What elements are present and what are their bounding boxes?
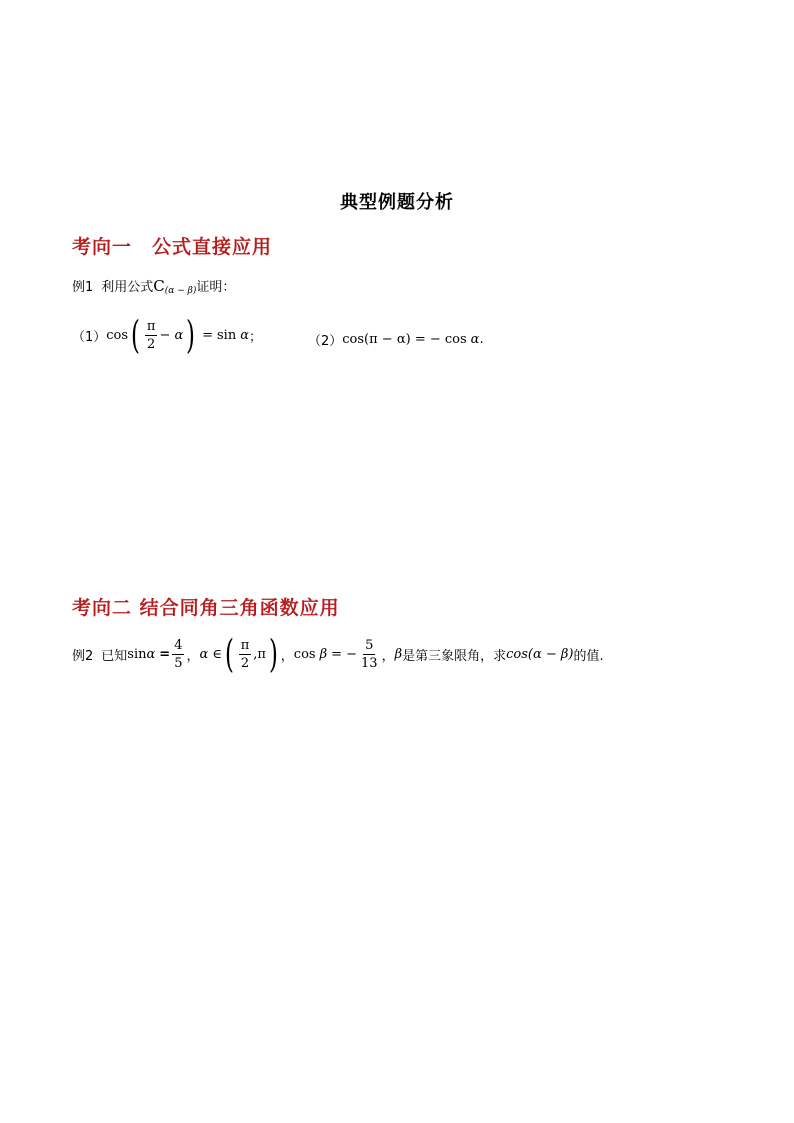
fraction-pi-2 (239, 638, 252, 671)
fraction-denominator: 5 (174, 655, 183, 671)
equals-sign: = (159, 646, 171, 662)
left-paren: ( (224, 632, 234, 676)
intro-text: 利用公式 (101, 280, 154, 295)
fraction (145, 319, 158, 352)
example1-part2 (308, 330, 484, 349)
section-heading-1: 考向一 公式直接应用 (72, 236, 273, 258)
cos-text: cos (106, 327, 129, 343)
minus-alpha: − α (159, 327, 184, 343)
fraction-numerator: π (240, 637, 250, 653)
page-title: 典型例题分析 (340, 192, 454, 213)
sin-text: sin (127, 646, 147, 662)
fraction-denominator: 2 (240, 655, 250, 671)
part-end: . (479, 332, 484, 347)
pi-tail: ,π (253, 646, 266, 662)
left-paren: ( (131, 313, 140, 357)
example-label: 例2 (72, 648, 94, 664)
fraction-4-5 (172, 638, 184, 671)
example1-intro (72, 276, 235, 295)
part-number: （2） (308, 334, 343, 349)
element-of: ∈ (212, 646, 222, 662)
alpha-var: α (199, 646, 209, 662)
quadrant-text: 是第三象限角，求 (402, 648, 507, 664)
formula-subscript: (α − β) (164, 285, 197, 296)
right-paren: ) (268, 632, 278, 676)
rhs-sin: sin (216, 327, 237, 343)
beta-var: β (394, 646, 403, 662)
example1-part1 (72, 313, 262, 357)
known-text: 已知 (101, 648, 128, 664)
right-paren: ) (186, 313, 196, 357)
tail-text: 的值. (573, 648, 604, 664)
fraction-numerator: 4 (174, 637, 183, 653)
formula-symbol: C (153, 276, 165, 295)
part2-expression: cos(π − α) = − cos (342, 332, 467, 347)
comma: ， (280, 648, 294, 664)
section-heading-2: 考向二 结合同角三角函数应用 (72, 597, 340, 619)
intro-tail: 证明： (196, 280, 236, 295)
cos-text: cos (293, 646, 316, 662)
example-label: 例1 (72, 280, 94, 295)
fraction-numerator: π (146, 318, 156, 334)
fraction-numerator: 5 (365, 637, 374, 653)
part-end: ； (248, 329, 262, 345)
fraction-denominator: 2 (147, 336, 156, 352)
fraction-5-13 (359, 638, 380, 671)
example2-line (72, 632, 604, 676)
comma: ， (381, 648, 395, 664)
equals-minus: = − (331, 646, 358, 662)
part-number: （1） (72, 329, 107, 345)
fraction-denominator: 13 (361, 655, 378, 671)
beta-var: β (319, 646, 328, 662)
alpha-var: α (146, 646, 156, 662)
comma: ， (186, 648, 200, 664)
equals-sign: = (202, 327, 213, 343)
target-expression: cos(α − β) (506, 646, 574, 662)
rhs-alpha: α (240, 327, 249, 343)
part2-alpha: α (470, 332, 480, 347)
